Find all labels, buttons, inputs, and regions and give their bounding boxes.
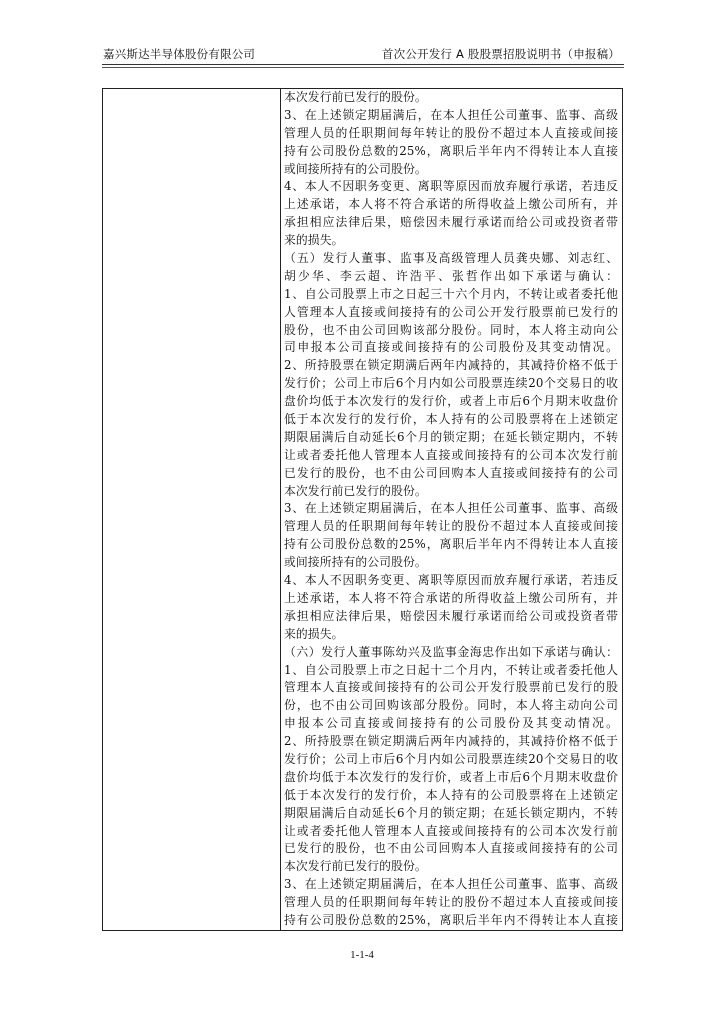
text-line: 低于本次发行的发行价，本人持有的公司股票将在上述锁定	[284, 412, 618, 427]
text-line: 3、在上述锁定期届满后，在本人担任公司董事、监事、高级	[284, 501, 618, 516]
header-rule-thin	[102, 67, 624, 68]
text-line: 发行价；公司上市后6个月内如公司股票连续20个交易日的收	[284, 751, 618, 766]
text-line: 2、所持股票在锁定期满后两年内减持的，其减持价格不低于	[284, 734, 618, 749]
text-line: 期限届满后自动延长6个月的锁定期；在延长锁定期内，不转	[284, 805, 618, 820]
text-line: 管理人员的任职期间每年转让的股份不超过本人直接或间接	[284, 125, 618, 140]
text-line: 让或者委托他人管理本人直接或间接持有的公司本次发行前	[284, 447, 618, 462]
text-line: 发行价；公司上市后6个月内如公司股票连续20个交易日的收	[284, 376, 618, 391]
text-line: 3、在上述锁定期届满后，在本人担任公司董事、监事、高级	[284, 877, 618, 892]
text-line: 上述承诺，本人将不符合承诺的所得收益上缴公司所有，并	[284, 197, 618, 212]
text-line: 上述承诺，本人将不符合承诺的所得收益上缴公司所有，并	[284, 590, 618, 605]
text-line: 或间接所持有的公司股份。	[284, 555, 427, 570]
text-line: 司申报本公司直接或间接持有的公司股份及其变动情况。	[284, 340, 618, 355]
text-line: 来的损失。	[284, 626, 344, 641]
header-document-title: 首次公开发行 A 股股票招股说明书（申报稿）	[381, 47, 620, 61]
text-line: 期限届满后自动延长6个月的锁定期；在延长锁定期内，不转	[284, 429, 618, 444]
text-line: 来的损失。	[284, 233, 344, 248]
text-line: 1、自公司股票上市之日起三十六个月内，不转让或者委托他	[284, 286, 618, 301]
header-company-name: 嘉兴斯达半导体股份有限公司	[103, 47, 256, 61]
text-line: 持有公司股份总数的25%，离职后半年内不得转让本人直接	[284, 912, 618, 927]
text-line: 承担相应法律后果，赔偿因未履行承诺而给公司或投资者带	[284, 608, 618, 623]
text-line: 1、自公司股票上市之日起十二个月内，不转让或者委托他人	[284, 662, 618, 677]
text-line: 盘价均低于本次发行的发行价，或者上市后6个月期末收盘价	[284, 769, 618, 784]
text-line: 2、所持股票在锁定期满后两年内减持的，其减持价格不低于	[284, 358, 618, 373]
text-line: 人管理本人直接或间接持有的公司公开发行股票前已发行的	[284, 304, 618, 319]
table-column-divider	[280, 89, 281, 930]
commitment-text-cell	[284, 89, 618, 929]
text-line: 盘价均低于本次发行的发行价，或者上市后6个月期末收盘价	[284, 394, 618, 409]
text-line: 承担相应法律后果，赔偿因未履行承诺而给公司或投资者带	[284, 215, 618, 230]
text-line: 已发行的股份，也不由公司回购本人直接或间接持有的公司	[284, 465, 618, 480]
text-line: 持有公司股份总数的25%，离职后半年内不得转让本人直接	[284, 143, 618, 158]
text-line: （六）发行人董事陈幼兴及监事金海忠作出如下承诺与确认：	[284, 644, 618, 659]
text-line: 低于本次发行的发行价，本人持有的公司股票将在上述锁定	[284, 787, 618, 802]
page-number: 1-1-4	[350, 949, 374, 961]
text-line: 本次发行前已发行的股份。	[284, 859, 427, 874]
text-line: 3、在上述锁定期届满后，在本人担任公司董事、监事、高级	[284, 107, 618, 122]
text-line: 持有公司股份总数的25%，离职后半年内不得转让本人直接	[284, 537, 618, 552]
text-line: 管理本人直接或间接持有的公司公开发行股票前已发行的股	[284, 680, 618, 695]
header-rule-thick	[102, 64, 624, 65]
text-line: 管理人员的任职期间每年转让的股份不超过本人直接或间接	[284, 895, 618, 910]
text-line: 4、本人不因职务变更、离职等原因而放弃履行承诺，若违反	[284, 573, 618, 588]
text-line: 已发行的股份，也不由公司回购本人直接或间接持有的公司	[284, 841, 618, 856]
text-line: 胡少华、李云超、许浩平、张哲作出如下承诺与确认：	[284, 268, 618, 283]
text-line: 份，也不由公司回购该部分股份。同时，本人将主动向公司	[284, 698, 618, 713]
text-line: 让或者委托他人管理本人直接或间接持有的公司本次发行前	[284, 823, 618, 838]
text-line: 本次发行前已发行的股份。	[284, 483, 427, 498]
text-line: 4、本人不因职务变更、离职等原因而放弃履行承诺，若违反	[284, 179, 618, 194]
text-line: （五）发行人董事、监事及高级管理人员龚央娜、刘志红、	[284, 251, 618, 266]
text-line: 管理人员的任职期间每年转让的股份不超过本人直接或间接	[284, 519, 618, 534]
text-line: 或间接所持有的公司股份。	[284, 161, 427, 176]
text-line: 申报本公司直接或间接持有的公司股份及其变动情况。	[284, 716, 618, 731]
text-line: 股份，也不由公司回购该部分股份。同时，本人将主动向公	[284, 322, 618, 337]
text-line: 本次发行前已发行的股份。	[284, 90, 427, 104]
